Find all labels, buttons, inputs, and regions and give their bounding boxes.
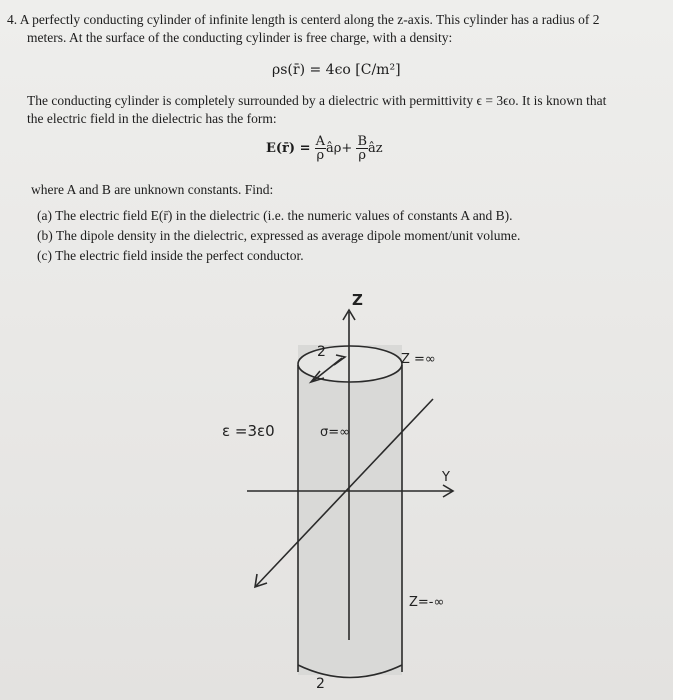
- surface-charge-label: σ=∞: [320, 425, 350, 440]
- permittivity-label: ε =3ε0: [222, 422, 275, 440]
- denominator-rho-2: ρ: [358, 148, 367, 163]
- page-number: 2: [316, 676, 325, 692]
- numerator-b: B: [357, 134, 368, 149]
- field-lhs: E(r̄) =: [266, 141, 311, 156]
- unit-vector-rho: âρ+: [326, 141, 353, 156]
- problem-line-3: The conducting cylinder is completely surrounded by a dielectric with permittivity ϵ = 3ϵo. It is known that: [27, 93, 607, 108]
- cylinder-top-ellipse: [298, 346, 402, 382]
- z-infinity-top-label: Z =∞: [401, 352, 436, 367]
- cylinder-body-shade: [298, 345, 402, 675]
- y-axis-label: Y: [442, 470, 450, 485]
- question-b: (b) The dipole density in the dielectric, expressed as average dipole moment/unit volume.: [37, 228, 521, 243]
- z-axis-label: Z: [352, 291, 363, 309]
- radius-label: 2: [317, 344, 326, 360]
- problem-line-2: meters. At the surface of the conducting cylinder is free charge, with a density:: [27, 30, 453, 45]
- question-c: (c) The electric field inside the perfect conductor.: [37, 248, 304, 263]
- question-a: (a) The electric field E(r̄) in the dielectric (i.e. the numeric values of constants A and B).: [37, 208, 513, 223]
- problem-line-4: the electric field in the dielectric has the form:: [27, 111, 277, 126]
- charge-density-equation: ρs(r̄) = 4ϵo [C/m²]: [272, 62, 401, 78]
- numerator-a: A: [315, 134, 326, 149]
- denominator-rho-1: ρ: [316, 148, 325, 163]
- problem-line-1: 4. A perfectly conducting cylinder of infinite length is centerd along the z-axis. This cylinder has a radius of 2: [7, 12, 600, 27]
- problem-line-5: where A and B are unknown constants. Find:: [31, 182, 274, 197]
- unit-vector-z: âz: [368, 141, 383, 156]
- z-infinity-bottom-label: Z=-∞: [409, 595, 445, 610]
